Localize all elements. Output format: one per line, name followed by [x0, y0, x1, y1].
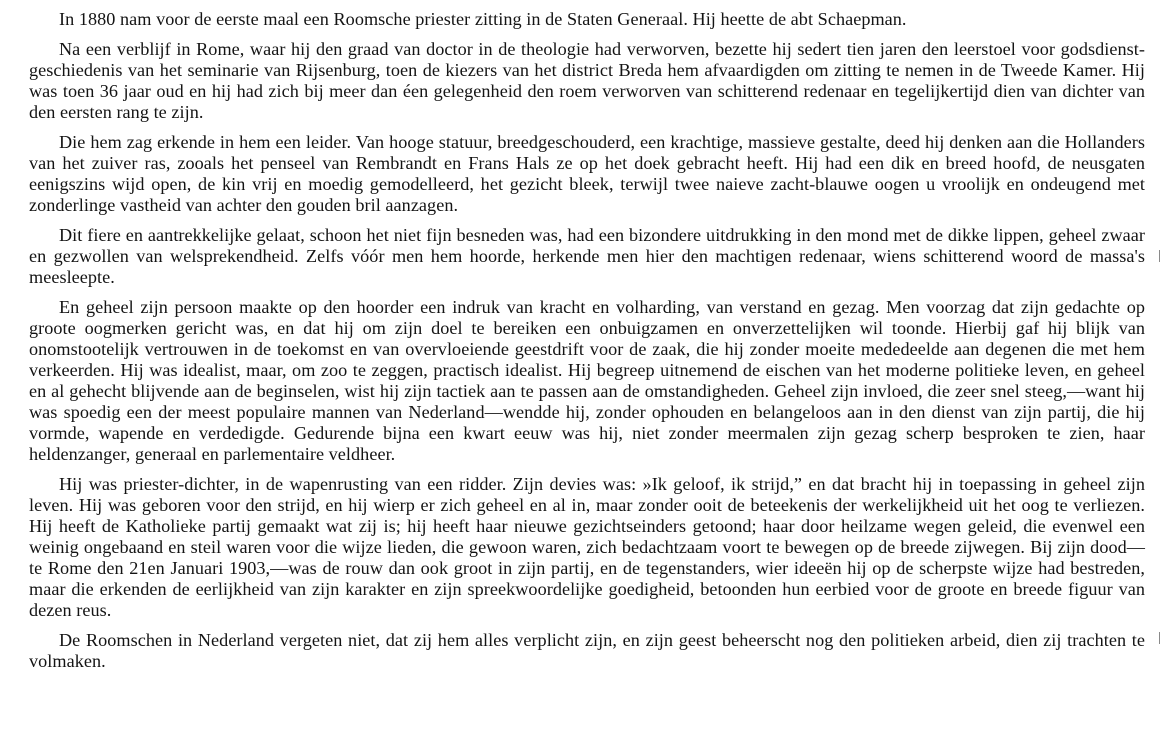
margin-marker — [1159, 250, 1160, 262]
paragraph-6: Hij was priester-dichter, in de wapenrusting van een ridder. Zijn devies was: »Ik geloof, ik strijd,” en dat bracht hij in toepassing in geheel zijn leven. Hij was geboren voor den strijd, en hij wierp er zich geheel en al in, maar zonder ooit de beteekenis der werkelijkheid uit het oog te verliezen. Hij heeft de Katholieke partij gemaakt wat zij is; hij heeft haar nieuwe gezichtseinders getoond; haar door heilzame wegen geleid, die evenwel een weinig ongebaand en steil waren voor die wijze lieden, die gewoon waren, zich bedachtzaam voort te bewegen op de breede zijwegen. Bij zijn dood—te Rome den 21en Januari 1903,—was de rouw dan ook groot in zijn partij, en de tegenstanders, wier ideeën hij op de scherpste wijze had bestreden, maar die erkenden de eerlijkheid van zijn karakter en zijn spreekwoordelijke goedigheid, betoonden hun eerbied voor de groote en breede figuur van dezen reus. — [29, 474, 1145, 620]
article-body — [29, 9, 1145, 672]
paragraph-3: Die hem zag erkende in hem een leider. Van hooge statuur, breedgeschouderd, een krachtige, massieve gestalte, deed hij denken aan die Hollanders van het zuiver ras, zooals het penseel van Rembrandt en Frans Hals ze op het doek gebracht heeft. Hij had een dik en breed hoofd, de neusgaten eenigszins wijd open, de kin vrij en moedig gemodelleerd, het gezicht bleek, terwijl twee naieve zacht-blauwe oogen u vroolijk en ondeugend met zonderlinge vastheid van achter den gouden bril aanzagen. — [29, 132, 1145, 215]
paragraph-2: Na een verblijf in Rome, waar hij den graad van doctor in de theologie had verworven, bezette hij sedert tien jaren den leerstoel voor godsdienst-geschiedenis van het seminarie van Rijsenburg, toen de kiezers van het district Breda hem afvaardigden om zitting te nemen in de Tweede Kamer. Hij was toen 36 jaar oud en hij had zich bij meer dan éen gelegenheid den roem verworven van schitterend redenaar en tegelijkertijd dien van dichter van den eersten rang te zijn. — [29, 39, 1145, 122]
paragraph-7: De Roomschen in Nederland vergeten niet, dat zij hem alles verplicht zijn, en zijn geest beheerscht nog den politieken arbeid, dien zij trachten te volmaken. — [29, 630, 1145, 671]
margin-marker — [1159, 632, 1160, 644]
paragraph-4: Dit fiere en aantrekkelijke gelaat, schoon het niet fijn besneden was, had een bizondere uitdrukking in den mond met de dikke lippen, geheel zwaar en gezwollen van welsprekendheid. Zelfs vóór men hem hoorde, herkende men hier den machtigen redenaar, wiens schitterend woord de massa's meesleepte. — [29, 225, 1145, 287]
paragraph-5: En geheel zijn persoon maakte op den hoorder een indruk van kracht en volharding, van verstand en gezag. Men voorzag dat zijn gedachte op groote oogmerken gericht was, en dat hij om zijn doel te bereiken een onbuigzamen en onverzettelijken wil toonde. Hierbij gaf hij blijk van onomstootelijk vertrouwen in de toekomst en van overvloeiende geestdrift voor de zaak, die hij zonder moeite mededeelde aan degenen die met hem verkeerden. Hij was idealist, maar, om zoo te zeggen, practisch idealist. Hij begreep uitnemend de eischen van het moderne politieke leven, en geheel en al gehecht blijvende aan de beginselen, wist hij zijn tactiek aan te passen aan de omstandigheden. Geheel zijn invloed, die zeer snel steeg,—want hij was spoedig een der meest populaire mannen van Nederland—wendde hij, zonder ophouden en belangeloos aan in den dienst van zijn partij, die hij vormde, wapende en verdedigde. Gedurende bijna een kwart eeuw was hij, niet zonder meermalen zijn gezag scherp besproken te zien, haar heldenzanger, generaal en parlementaire veldheer. — [29, 297, 1145, 464]
paragraph-1: In 1880 nam voor de eerste maal een Roomsche priester zitting in de Staten Generaal. Hij heette de abt Schaepman. — [59, 9, 907, 29]
